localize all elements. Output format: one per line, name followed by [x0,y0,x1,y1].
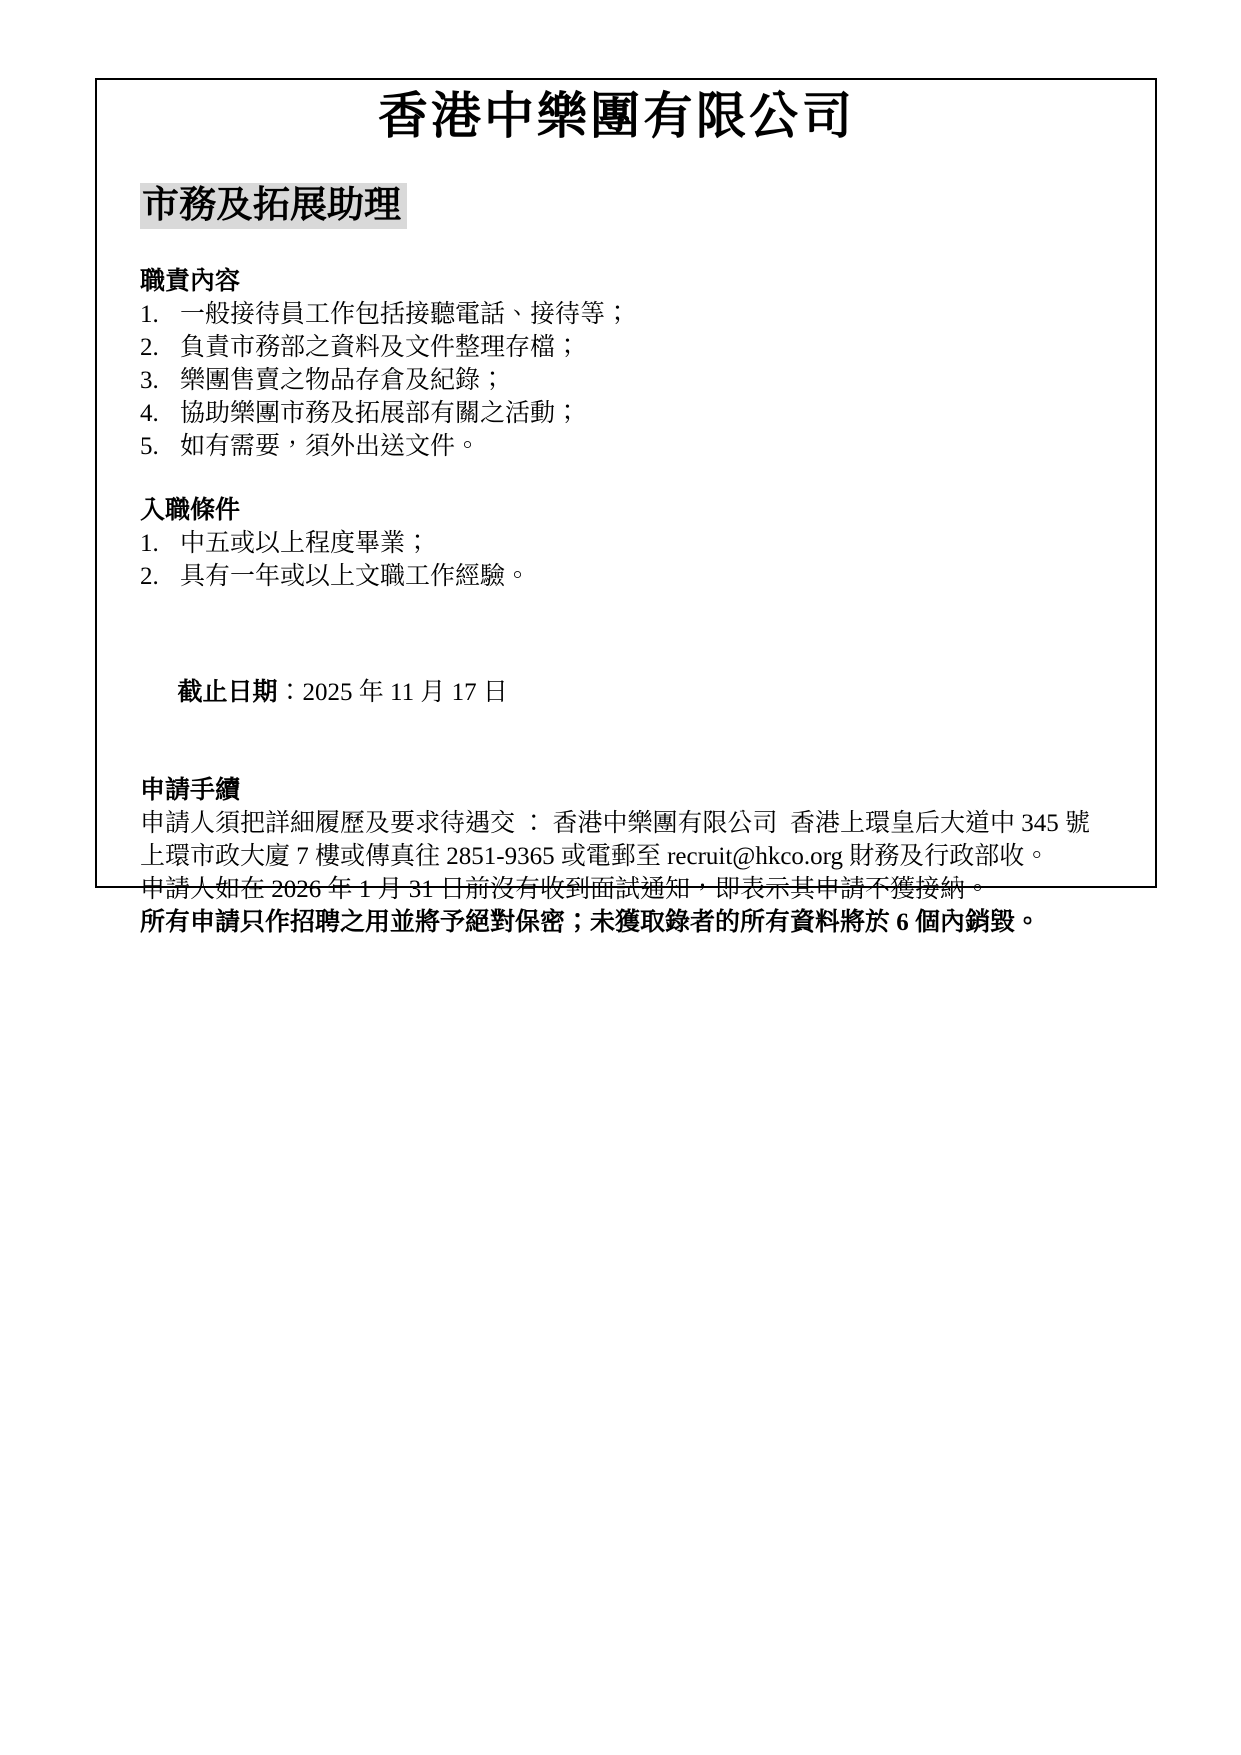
application-heading: 申請手續 [140,777,241,804]
list-item-text: 一般接待員工作包括接聽電話、接待等； [180,301,631,328]
application-line-3: 申請人如在 2026 年 1 月 31 日前沒有收到面試通知，即表示其申請不獲接納。 [140,876,991,903]
document-content [97,86,1155,939]
job-title-row [140,183,1093,236]
list-item [140,560,1093,593]
application-line-1: 申請人須把詳細履歷及要求待遇交 ： 香港中樂團有限公司 香港上環皇后大道中 345 號 [140,810,1091,837]
list-item-text: 中五或以上程度畢業； [180,530,431,557]
company-title: 香港中樂團有限公司 [378,88,855,144]
list-item-text: 樂團售賣之物品存倉及紀錄； [180,367,506,394]
list-item-number: 2. [140,334,159,361]
deadline-label: 截止日期 [177,679,278,706]
list-item-number: 1. [140,530,159,557]
list-item-number: 2. [140,563,159,590]
list-item [140,430,1093,463]
requirements-list [140,527,1093,593]
application-line-4-confidentiality: 所有申請只作招聘之用並將予絕對保密；未獲取錄者的所有資料將於 6 個內銷毀。 [140,909,1041,936]
list-item-text: 負責市務部之資料及文件整理存檔； [180,334,581,361]
list-item-text: 具有一年或以上文職工作經驗。 [180,563,531,590]
list-item-number: 5. [140,433,159,460]
duties-heading: 職責內容 [140,268,241,295]
job-title-highlight: 市務及拓展助理 [140,183,407,229]
deadline-value: ：2025 年 11 月 17 日 [277,679,508,706]
list-item [140,397,1093,430]
duties-list [140,298,1093,463]
list-item-text: 協助樂團市務及拓展部有關之活動； [180,400,581,427]
requirements-heading: 入職條件 [140,497,241,524]
list-item-number: 3. [140,367,159,394]
list-item-text: 如有需要，須外出送文件。 [180,433,481,460]
deadline-row [140,643,1093,742]
application-line-2: 上環市政大廈 7 樓或傳真往 2851-9365 或電郵至 recruit@hkco.org 財務及行政部收。 [140,843,1050,870]
list-item-number: 1. [140,301,159,328]
list-item [140,364,1093,397]
list-item [140,331,1093,364]
list-item [140,298,1093,331]
page-border [95,78,1157,936]
list-item-number: 4. [140,400,159,427]
list-item [140,527,1093,560]
